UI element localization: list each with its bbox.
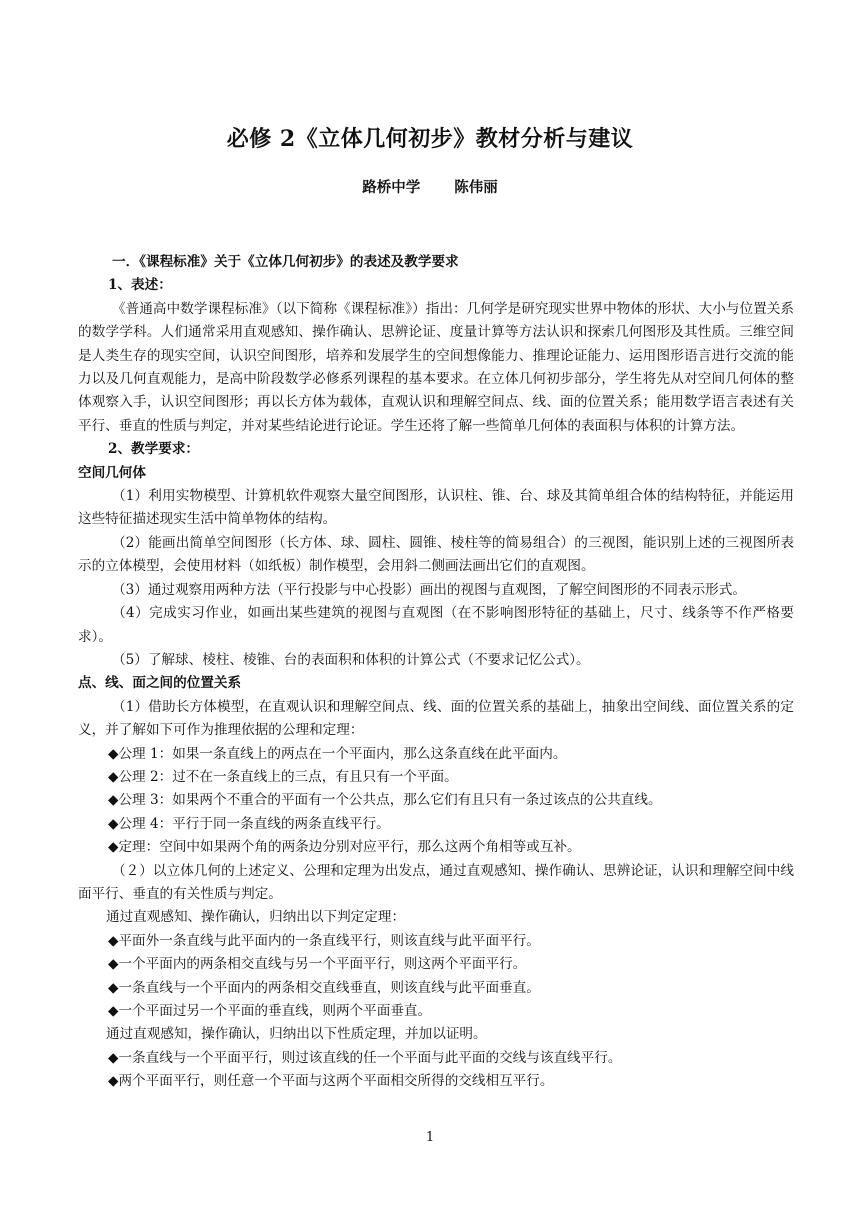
- subsection-heading-statement: 1、表述：: [108, 277, 172, 294]
- solids-item: （4）完成实习作业，如画出某些建筑的视图与直观图（在不影响图形特征的基础上，尺寸、线条等不作严格要求）。: [78, 605, 794, 645]
- property-item: ◆两个平面平行，则任意一个平面与这两个平面相交所得的交线相互平行。: [108, 1073, 554, 1090]
- subsection-heading-requirements: 2、教学要求：: [108, 441, 200, 458]
- property-item: ◆一条直线与一个平面平行，则过该直线的任一个平面与此平面的交线与该直线平行。: [108, 1049, 622, 1066]
- axiom-item: ◆公理 2：过不在一条直线上的三点，有且只有一个平面。: [108, 768, 458, 785]
- solids-item: （5）了解球、棱柱、棱锥、台的表面积和体积的计算公式（不要求记忆公式）。: [112, 651, 590, 668]
- positions-item-1: （1）借助长方体模型，在直观认识和理解空间点、线、面的位置关系的基础上，抽象出空间线、面位置关系的定义，并了解如下可作为推理依据的公理和定理：: [78, 698, 794, 739]
- property-intro: 通过直观感知，操作确认，归纳出以下性质定理，并加以证明。: [106, 1026, 487, 1043]
- solids-item: （3）通过观察用两种方法（平行投影与中心投影）画出的视图与直观图，了解空间图形的不同表示形式。: [112, 581, 746, 598]
- positions-item-2: （２）以立体几何的上述定义、公理和定理为出发点，通过直观感知、操作确认、思辨论证，认识和理解空间中线面平行、垂直的有关性质与判定。: [78, 862, 794, 902]
- section-heading-1: 一．《课程标准》关于《立体几何初步》的表述及教学要求: [112, 254, 459, 270]
- author-line: [0, 176, 860, 197]
- statement-paragraph: 《普通高中数学课程标准》（以下简称《课程标准》）指出：几何学是研究现实世界中物体的形状、大小与位置关系的数学学科。人们通常采用直观感知、操作确认、思辨论证、度量计算等方法认识和探索几何图形及其性质。三维空间是人类生存的现实空间，认识空间图形，培养和发展学生的空间想像能力、推理论证能力、运用图形语言进行交流的能力以及几何直观能力，是高中阶段数学必修系列课程的基本要求。在立体几何初步部分，学生将先从对空间几何体的整体观察入手，认识空间图形；再以长方体为载体，直观认识和理解空间点、线、面的位置关系；能用数学语言表述有关平行、垂直的性质与判定，并对某些结论进行论证。学生还将了解一些简单几何体的表面积与体积的计算方法。: [78, 300, 794, 434]
- judgement-item: ◆一条直线与一个平面内的两条相交直线垂直，则该直线与此平面垂直。: [108, 979, 540, 996]
- document-title: 必修 2《立体几何初步》教材分析与建议: [226, 126, 634, 152]
- axiom-item: ◆公理 1：如果一条直线上的两点在一个平面内，那么这条直线在此平面内。: [108, 745, 567, 762]
- page-number: 1: [425, 1130, 435, 1145]
- axiom-item: ◆定理：空间中如果两个角的两条边分别对应平行，那么这两个角相等或互补。: [108, 839, 581, 856]
- solids-item: （1）利用实物模型、计算机软件观察大量空间图形，认识柱、锥、台、球及其简单组合体的结构特征，并能运用这些特征描述现实生活中简单物体的结构。: [78, 488, 794, 528]
- solids-item: （2）能画出简单空间图形（长方体、球、圆柱、圆锥、棱柱等的简易组合）的三视图，能识别上述的三视图所表示的立体模型，会使用材料（如纸板）制作模型，会用斜二侧画法画出它们的直观图。: [78, 534, 794, 575]
- judgement-item: ◆平面外一条直线与此平面内的一条直线平行，则该直线与此平面平行。: [108, 932, 540, 949]
- author-school: 路桥中学: [362, 179, 421, 196]
- author-name: 陈伟丽: [454, 179, 498, 196]
- axiom-item: ◆公理 3：如果两个不重合的平面有一个公共点，那么它们有且只有一条过该点的公共直线。: [108, 792, 662, 809]
- topic-heading-positions: 点、线、面之间的位置关系: [78, 675, 242, 692]
- axiom-item: ◆公理 4：平行于同一条直线的两条直线平行。: [108, 815, 390, 832]
- judgement-intro: 通过直观感知、操作确认，归纳出以下判定定理：: [106, 909, 406, 926]
- judgement-item: ◆一个平面过另一个平面的垂直线，则两个平面垂直。: [108, 1003, 432, 1019]
- judgement-item: ◆一个平面内的两条相交直线与另一个平面平行，则这两个平面平行。: [108, 956, 527, 973]
- topic-heading-solids: 空间几何体: [78, 464, 146, 481]
- document-body: [78, 251, 794, 1094]
